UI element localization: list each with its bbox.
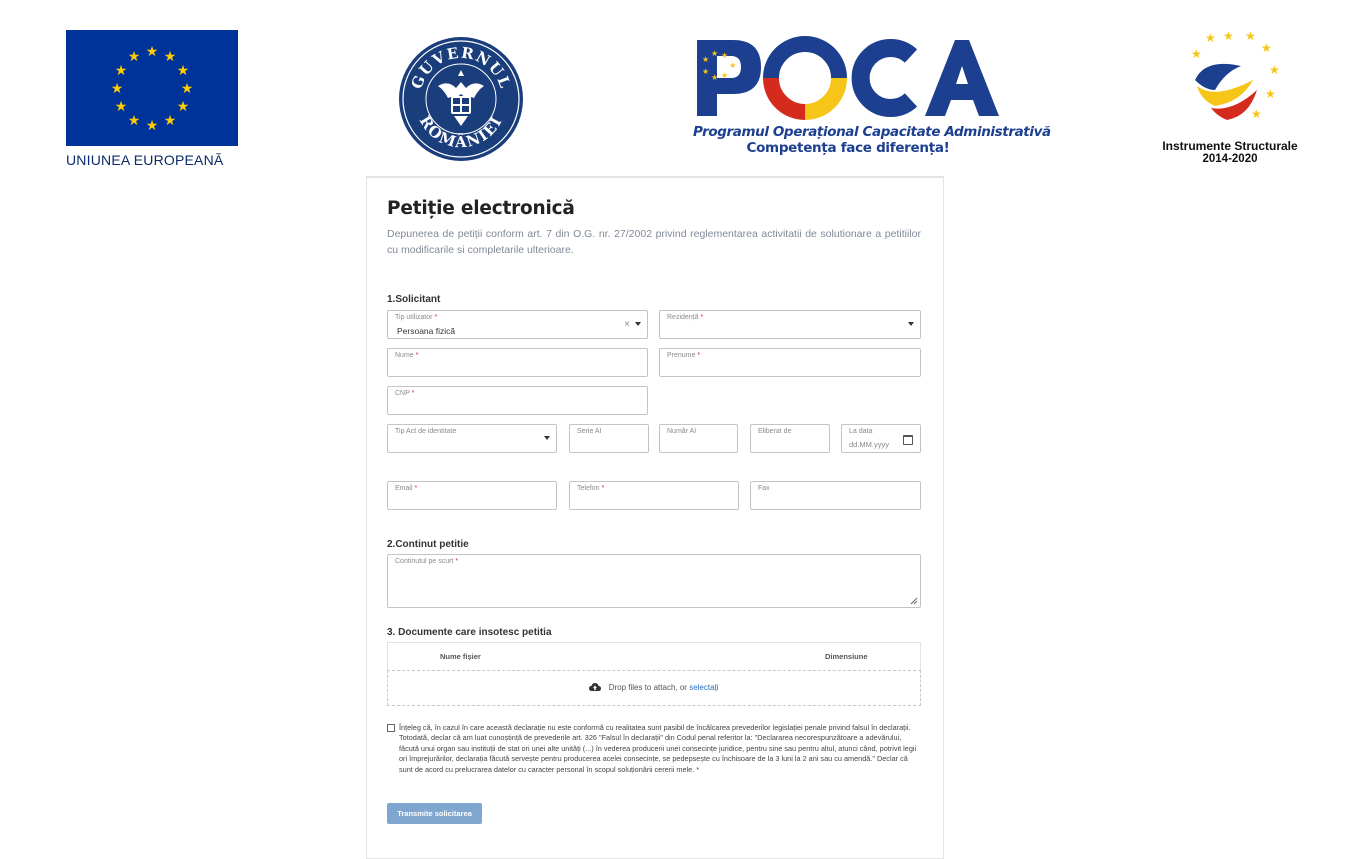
field-label: Fax	[758, 485, 770, 492]
svg-text:★: ★	[1205, 31, 1216, 45]
svg-text:★: ★	[711, 49, 719, 58]
tip-utilizator-select[interactable]	[387, 310, 648, 339]
eliberat-de-input[interactable]	[750, 424, 830, 453]
field-label: CNP *	[395, 390, 415, 397]
svg-text:★: ★	[1191, 47, 1202, 61]
eu-star-icon: ★	[114, 98, 128, 114]
chevron-down-icon[interactable]	[544, 436, 550, 440]
svg-text:★: ★	[1261, 41, 1272, 55]
poca-wordmark-graphic	[693, 34, 1003, 122]
svg-text:★: ★	[721, 51, 729, 60]
svg-text:★: ★	[702, 55, 710, 64]
section-heading-solicitant: 1.Solicitant	[387, 294, 441, 305]
field-label: Serie AI	[577, 428, 602, 435]
svg-text:★: ★	[729, 61, 737, 70]
eu-star-icon: ★	[176, 62, 190, 78]
eu-star-icon: ★	[127, 112, 141, 128]
date-placeholder: dd.MM.yyyy	[849, 440, 890, 449]
eu-star-icon: ★	[127, 48, 141, 64]
cloud-upload-icon	[589, 683, 601, 692]
eu-caption: UNIUNEA EUROPEANĂ	[66, 152, 224, 168]
petition-form-card	[366, 176, 944, 859]
field-label: Număr AI	[667, 428, 697, 435]
la-data-date-input[interactable]	[841, 424, 921, 453]
column-header-size: Dimensiune	[825, 652, 868, 661]
attachments-table-header	[387, 642, 921, 670]
field-label: Prenume *	[667, 352, 701, 359]
is-caption-line2: 2014-2020	[1202, 153, 1258, 165]
fax-field[interactable]	[750, 481, 921, 510]
consent-checkbox[interactable]	[387, 724, 395, 732]
selected-value: Persoana fizică	[397, 326, 456, 336]
svg-text:★: ★	[1251, 107, 1262, 121]
svg-text:★: ★	[711, 73, 719, 82]
svg-text:★: ★	[721, 71, 729, 80]
eu-star-icon: ★	[163, 112, 177, 128]
tip-act-select[interactable]	[387, 424, 557, 453]
field-label: Email *	[395, 485, 418, 492]
poca-logo	[693, 34, 1051, 156]
structural-instruments-logo	[1150, 28, 1310, 165]
eu-logo	[66, 30, 238, 168]
continut-textarea[interactable]	[387, 554, 921, 608]
field-label: Tip Act de identitate	[395, 428, 457, 435]
prenume-input[interactable]	[659, 348, 921, 377]
svg-text:★: ★	[1269, 63, 1280, 77]
government-seal	[398, 36, 524, 162]
consent-text: Înțeleg că, în cazul în care această declarație nu este conformă cu realitatea sunt pasibil de încălcarea prevederilor legislației penale privind falsul în declarații. Totodată, declar că am luat cunoștință de prevederile art. 326 "Falsul în declarații" din Codul penal referitor la: "Declararea necorespunzătoare a adevărului, făcută unui organ sau instituții de stat ori unei alte unități (...) în vederea producerii unei consecințe juridice, pentru sine sau pentru altul, atunci când, potrivit legii ori împrejurărilor, declarația făcută servește pentru producerea acelei consecințe, se pedepsește cu închisoare de la 3 luni la 2 ani sau cu amendă." Declar că sunt de acord cu prelucrarea datelor cu caracter personal în scopul soluționării cererii mele. *	[399, 723, 917, 774]
chevron-down-icon[interactable]	[635, 322, 641, 326]
cnp-input[interactable]	[387, 386, 648, 415]
select-files-link[interactable]: selectați	[689, 683, 719, 692]
file-dropzone[interactable]	[387, 670, 921, 706]
field-label: Nume *	[395, 352, 419, 359]
svg-text:★: ★	[1223, 29, 1234, 43]
dropzone-text: Drop files to attach, or	[608, 683, 687, 692]
gov-top-text: GUVERNUL	[407, 43, 515, 92]
page-title: Petiție electronică	[387, 198, 575, 219]
attachments-table	[387, 642, 921, 706]
government-seal-graphic	[398, 36, 524, 162]
field-label: La data	[849, 428, 873, 435]
section-heading-continut: 2.Continut petitie	[387, 539, 469, 550]
numar-ai-input[interactable]	[659, 424, 738, 453]
field-label: Rezidență *	[667, 314, 704, 321]
calendar-icon[interactable]	[903, 435, 913, 445]
structural-instruments-emblem-icon	[1175, 28, 1285, 132]
chevron-down-icon[interactable]	[908, 322, 914, 326]
rezidenta-select[interactable]	[659, 310, 921, 339]
submit-button[interactable]: Transmite solicitarea	[387, 803, 482, 824]
poca-tagline: Competența face diferența!	[746, 140, 950, 156]
gov-bottom-text: ROMÂNIEI	[415, 112, 507, 152]
poca-subtitle: Programul Operațional Capacitate Administrativă	[693, 124, 1051, 140]
eu-flag	[66, 30, 238, 146]
eu-star-icon: ★	[163, 48, 177, 64]
resize-handle-icon[interactable]	[910, 597, 918, 605]
clear-icon[interactable]: ×	[624, 319, 630, 330]
eu-star-icon: ★	[145, 117, 159, 133]
eu-star-icon: ★	[176, 98, 190, 114]
svg-text:★: ★	[1245, 29, 1256, 43]
eu-star-icon: ★	[180, 80, 194, 96]
field-label: Tip utilizator *	[395, 314, 438, 321]
section-heading-documente: 3. Documente care insotesc petitia	[387, 627, 552, 638]
field-label: Eliberat de	[758, 428, 792, 435]
telefon-field[interactable]	[569, 481, 739, 510]
column-header-filename: Nume fișier	[440, 652, 481, 661]
eu-star-icon: ★	[114, 62, 128, 78]
svg-text:★: ★	[1265, 87, 1276, 101]
form-description: Depunerea de petiții conform art. 7 din O.G. nr. 27/2002 privind reglementarea activitatii de solutionare a petitiilor cu modificarile si completarile ulterioare.	[387, 228, 921, 256]
nume-input[interactable]	[387, 348, 648, 377]
serie-ai-input[interactable]	[569, 424, 649, 453]
field-label: Telefon *	[577, 485, 605, 492]
is-caption-line1: Instrumente Structurale	[1162, 139, 1298, 153]
poca-wordmark	[693, 34, 1003, 122]
svg-text:★: ★	[702, 67, 710, 76]
eu-star-icon: ★	[110, 80, 124, 96]
field-label: Continutul pe scurt *	[395, 558, 459, 565]
email-field[interactable]	[387, 481, 557, 510]
eu-star-icon: ★	[145, 43, 159, 59]
